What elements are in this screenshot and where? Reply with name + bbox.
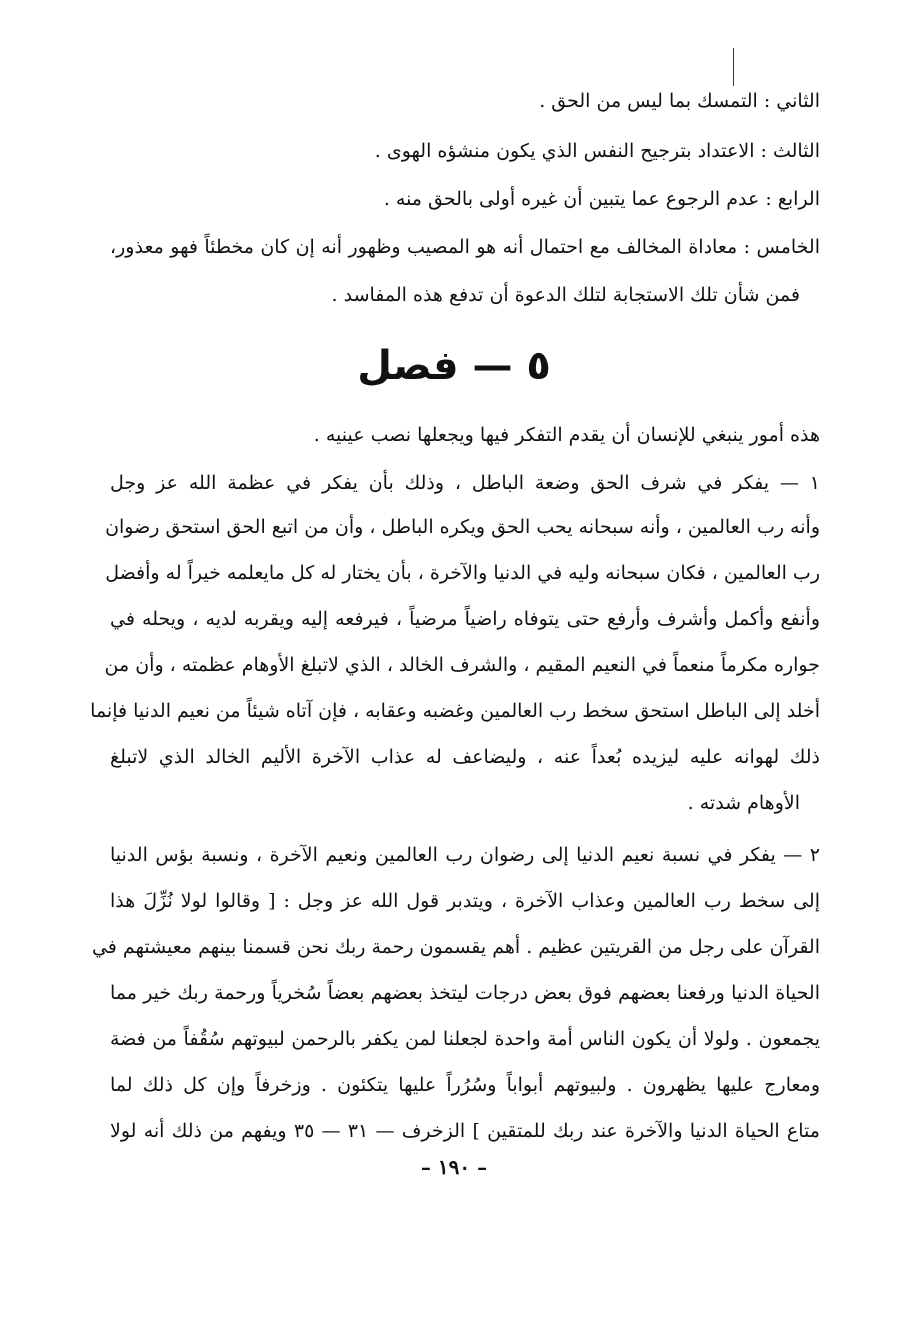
paragraph2-line: القرآن على رجل من القريتين عظيم . أهم يقسمون رحمة ربك نحن قسمنا بينهم معيشتهم في xyxy=(91,936,820,958)
list-item-third: الثالث : الاعتداد بترجيح النفس الذي يكون منشؤه الهوى . xyxy=(374,140,820,162)
paragraph2-line: الحياة الدنيا ورفعنا بعضهم فوق بعض درجات ليتخذ بعضهم بعضاً سُخرياً ورحمة ربك خير مما xyxy=(110,982,820,1004)
paragraph2-line: يجمعون . ولولا أن يكون الناس أمة واحدة لجعلنا لمن يكفر بالرحمن لبيوتهم سُقُفاً من فضة xyxy=(110,1028,820,1050)
paragraph2-line: ٢ — يفكر في نسبة نعيم الدنيا إلى رضوان رب العالمين ونعيم الآخرة ، ونسبة بؤس الدنيا xyxy=(110,844,820,866)
paragraph1-line: ١ — يفكر في شرف الحق وضعة الباطل ، وذلك بأن يفكر في عظمة الله عز وجل xyxy=(110,472,820,494)
paragraph1-line: وأنفع وأكمل وأشرف وأرفع حتى يتوفاه راضياً مرضياً ، فيرفعه إليه ويقربه لديه ، ويحله في xyxy=(110,608,821,630)
list-item-second: الثاني : التمسك بما ليس من الحق . xyxy=(539,90,820,112)
intro-line: هذه أمور ينبغي للإنسان أن يقدم التفكر فيها ويجعلها نصب عينيه . xyxy=(313,424,820,446)
paragraph1-line: أخلد إلى الباطل استحق سخط رب العالمين وغضبه وعقابه ، فإن آتاه شيئاً من نعيم الدنيا فإنما xyxy=(90,700,820,722)
paragraph1-line: جواره مكرماً منعماً في النعيم المقيم ، والشرف الخالد ، الذي لاتبلغ الأوهام عظمته ، وأن من xyxy=(104,654,820,676)
paragraph1-line: وأنه رب العالمين ، وأنه سبحانه يحب الحق ويكره الباطل ، وأن من اتبع الحق استحق رضوان xyxy=(105,516,820,538)
paragraph1-line: الأوهام شدته . xyxy=(687,792,800,814)
paragraph1-line: رب العالمين ، فكان سبحانه وليه في الدنيا والآخرة ، بأن يختار له كل مايعلمه خيراً له وأفضل xyxy=(105,562,820,584)
paragraph1-line: ذلك لهوانه عليه ليزيده بُعداً عنه ، وليضاعف له عذاب الآخرة الأليم الخالد الذي لاتبلغ xyxy=(110,746,820,768)
top-margin-mark xyxy=(733,48,734,86)
paragraph2-line: إلى سخط رب العالمين وعذاب الآخرة ، ويتدبر قول الله عز وجل : [ وقالوا لولا نُزِّلَ هذا xyxy=(110,890,820,912)
section-heading: ٥ — فصل xyxy=(357,343,551,389)
list-item-fifth-line-1: الخامس : معاداة المخالف مع احتمال أنه هو المصيب وظهور أنه إن كان مخطئاً فهو معذور، xyxy=(110,236,820,258)
paragraph2-line: ومعارج عليها يظهرون . ولبيوتهم أبواباً وسُرُراً عليها يتكئون . وزخرفاً وإن كل ذلك لما xyxy=(110,1074,820,1096)
list-item-fifth-line-2: فمن شأن تلك الاستجابة لتلك الدعوة أن تدفع هذه المفاسد . xyxy=(331,284,800,306)
page-number: – ١٩٠ – xyxy=(420,1155,488,1179)
list-item-fourth: الرابع : عدم الرجوع عما يتبين أن غيره أولى بالحق منه . xyxy=(383,188,820,210)
paragraph2-line: متاع الحياة الدنيا والآخرة عند ربك للمتقين ] الزخرف — ٣١ — ٣٥ ويفهم من ذلك أنه لولا xyxy=(110,1120,820,1142)
